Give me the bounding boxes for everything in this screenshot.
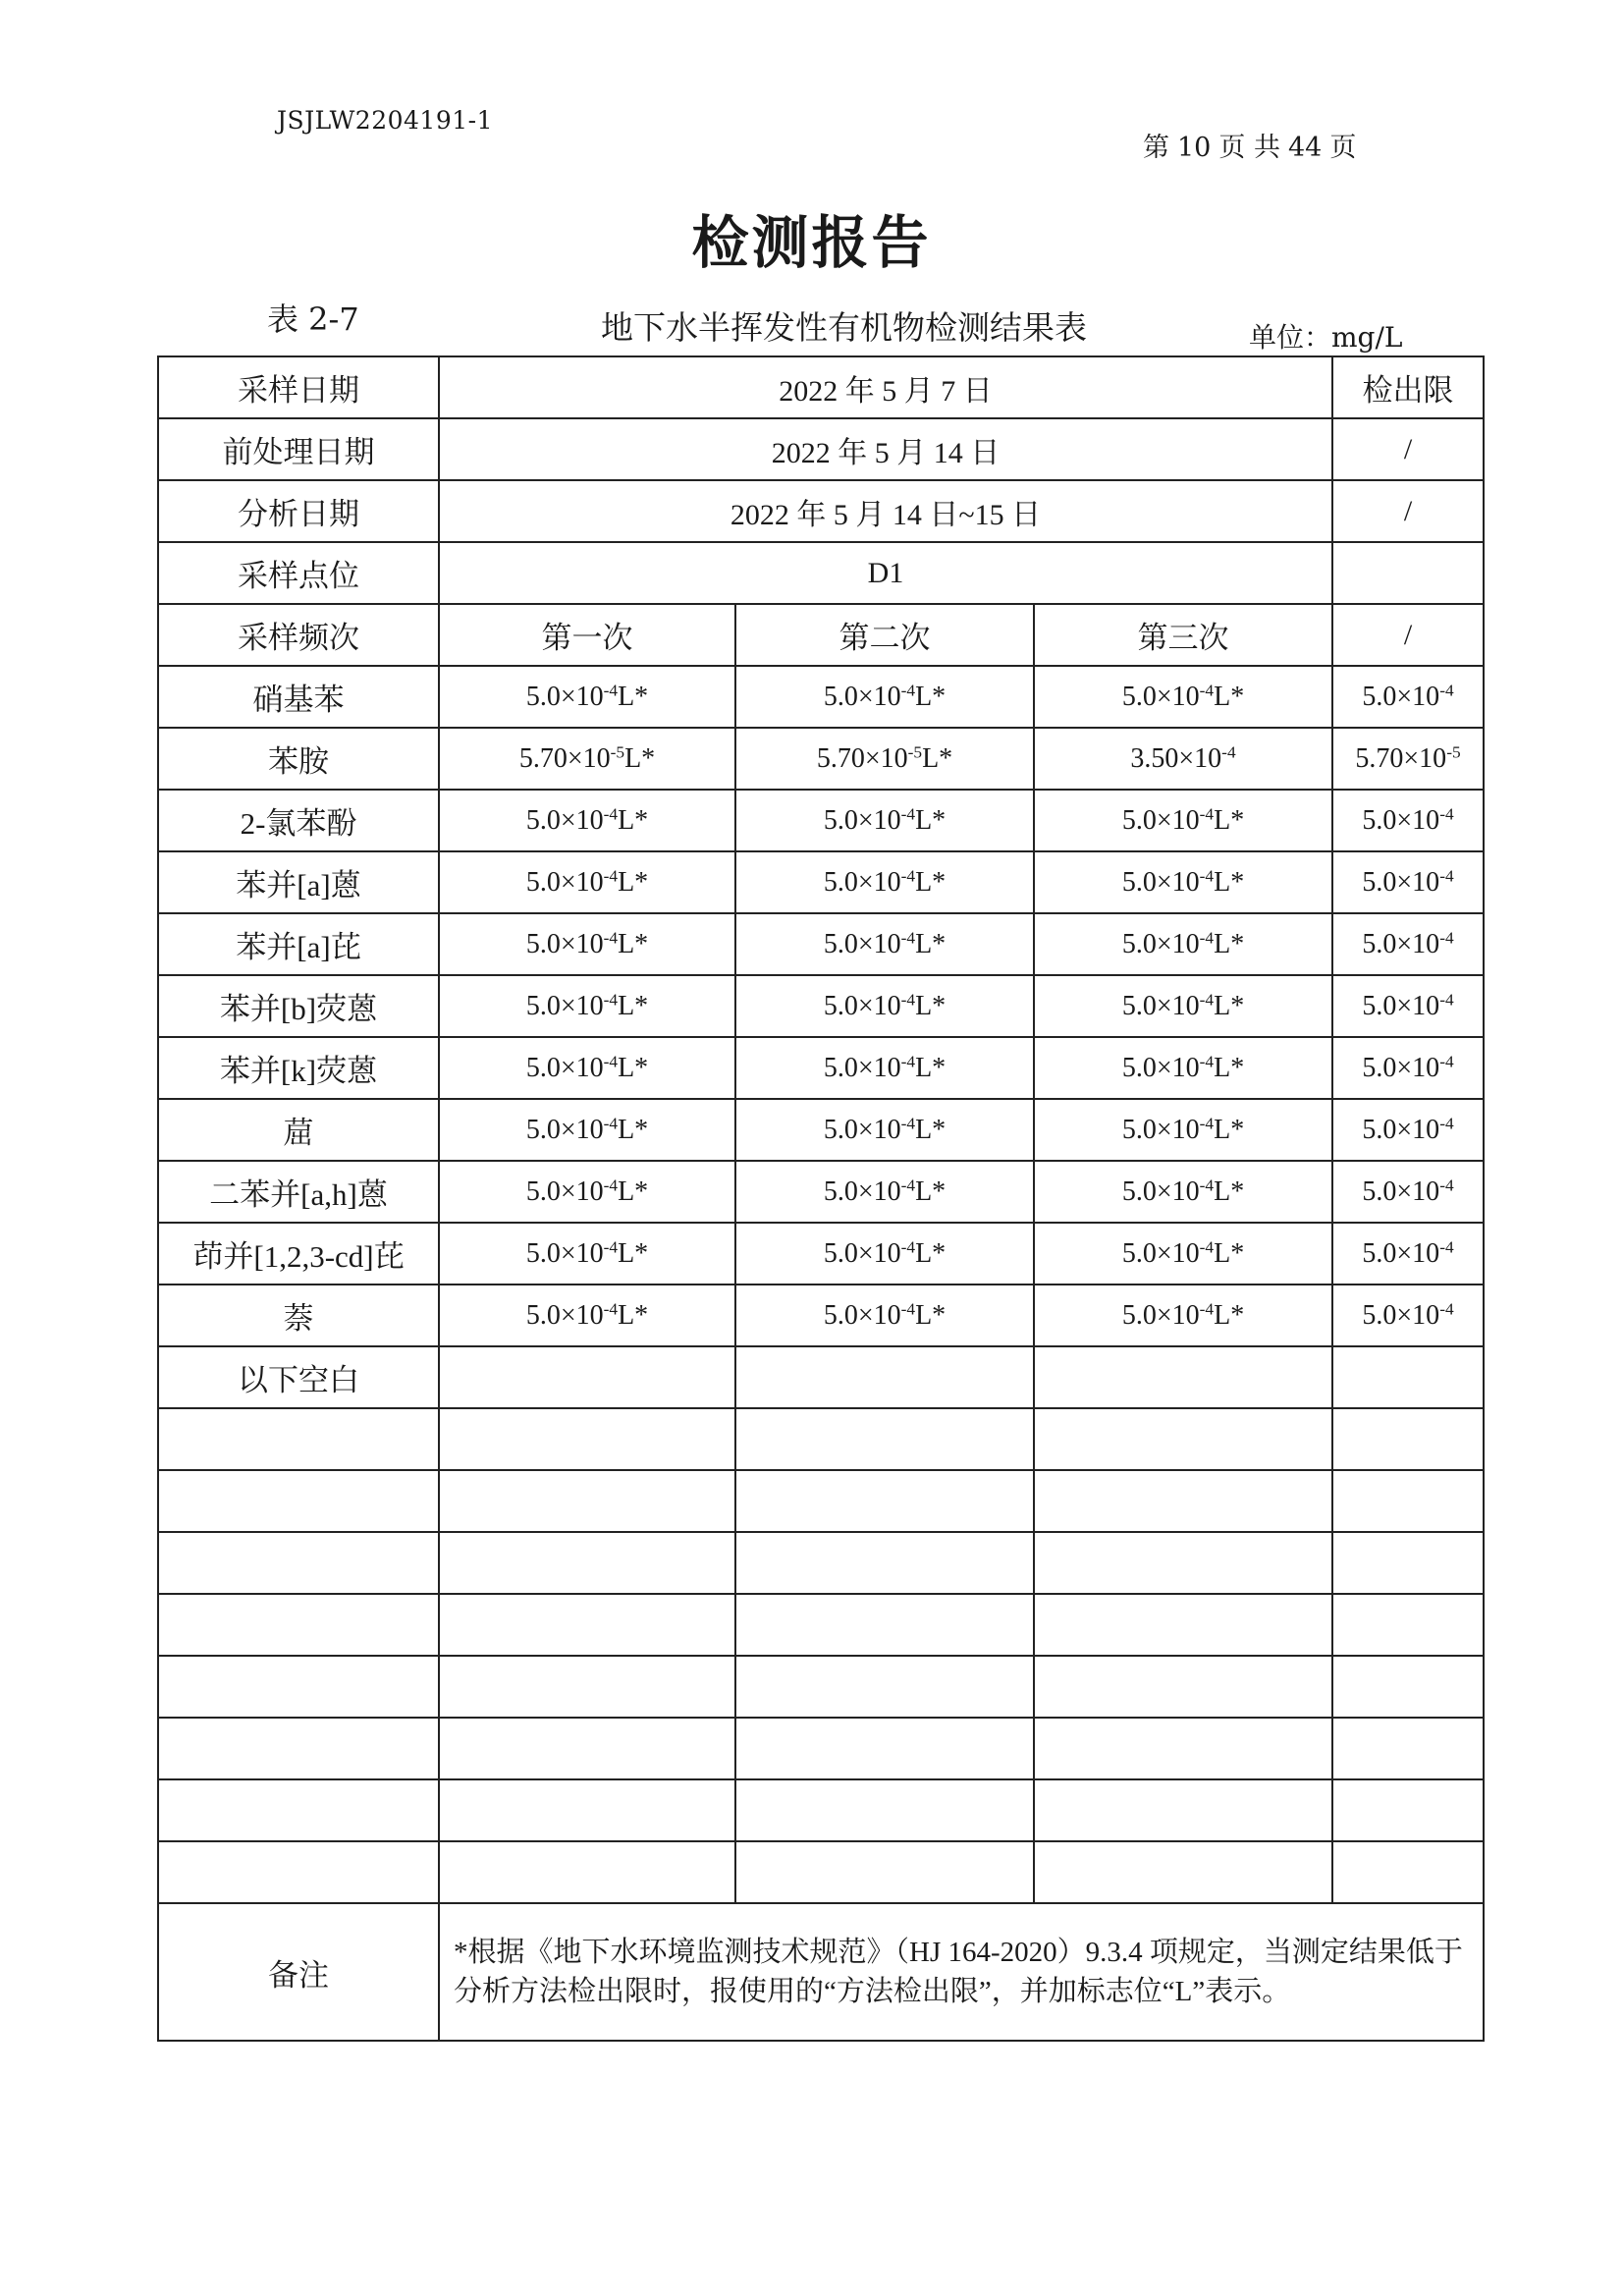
blank-cell [158,1841,439,1903]
value-flag: L* [915,681,947,712]
blank-cell [735,1594,1034,1656]
value-exponent: -4 [1439,1113,1454,1132]
value-mantissa: 5.0×10 [1362,1175,1440,1207]
value-flag: L* [618,866,649,898]
report-code: JSJLW2204191-1 [277,106,493,135]
value-mantissa: 5.0×10 [525,1175,604,1207]
result-third [1034,1099,1332,1161]
value-flag: L* [915,1052,947,1083]
compound-name: 苯胺 [158,728,439,790]
result-first [439,975,735,1037]
result-first [439,913,735,975]
blank-cell [439,1656,735,1718]
value-mantissa: 5.0×10 [525,1299,604,1331]
value-exponent: -5 [1446,741,1461,761]
results-table [157,355,1485,2042]
value-exponent: -4 [1199,1175,1215,1194]
frequency-limit: / [1332,604,1484,666]
blank-cell [1332,1841,1484,1903]
compound-name: 萘 [158,1285,439,1346]
remark-text: *根据《地下水环境监测技术规范》（HJ 164-2020）9.3.4 项规定，当测定结果低于分析方法检出限时，报使用的“方法检出限”，并加标志位“L”表示。 [439,1903,1484,2041]
value-mantissa: 5.0×10 [1362,681,1440,712]
value-exponent: -4 [603,1113,619,1132]
compound-name: 茚并[1,2,3-cd]芘 [158,1223,439,1285]
value-exponent: -4 [603,1175,619,1194]
value-mantissa: 5.0×10 [525,681,604,712]
page-prefix: 第 [1143,133,1169,163]
result-row [158,666,1484,728]
result-row [158,1223,1484,1285]
sampling-date-row [158,356,1484,418]
value-flag: L* [618,1299,649,1331]
blank-cell [735,1841,1034,1903]
blank-cell [735,1718,1034,1779]
analysis-date-value: 2022 年 5 月 14 日~15 日 [439,480,1332,542]
value-exponent: -4 [900,1175,916,1194]
value-flag: L* [1214,990,1245,1021]
page-total: 44 [1287,133,1323,163]
detection-limit [1332,1099,1484,1161]
result-first [439,790,735,851]
result-first [439,1285,735,1346]
value-mantissa: 5.0×10 [1362,1237,1440,1269]
blank-row [158,1532,1484,1594]
value-exponent: -5 [907,741,923,761]
value-mantissa: 5.0×10 [1121,804,1200,836]
blank-cell [1034,1532,1332,1594]
blank-cell [439,1841,735,1903]
value-mantissa: 5.0×10 [823,866,901,898]
value-flag: L* [1214,804,1245,836]
blank-cell [158,1408,439,1470]
blank-cell [1034,1718,1332,1779]
analysis-date-limit: / [1332,480,1484,542]
result-second [735,1037,1034,1099]
value-flag: L* [915,1237,947,1269]
result-third [1034,1285,1332,1346]
value-flag: L* [922,742,953,774]
value-flag: L* [1214,1299,1245,1331]
detection-limit-header: 检出限 [1332,356,1484,418]
blank-row [158,1779,1484,1841]
blank-cell [1034,1470,1332,1532]
value-exponent: -4 [1439,865,1454,885]
pretreat-date-limit: / [1332,418,1484,480]
result-first [439,1099,735,1161]
value-exponent: -4 [603,1298,619,1318]
value-exponent: -4 [1199,989,1215,1009]
result-third [1034,913,1332,975]
value-flag: L* [1214,1114,1245,1145]
result-second [735,728,1034,790]
blank-cell [1034,1346,1332,1408]
value-mantissa: 5.0×10 [1121,990,1200,1021]
blank-cell [158,1656,439,1718]
blank-row [158,1470,1484,1532]
value-exponent: -4 [900,865,916,885]
result-third [1034,728,1332,790]
remark-row [158,1903,1484,2041]
compound-name: 苯并[b]荧蒽 [158,975,439,1037]
compound-name: 二苯并[a,h]蒽 [158,1161,439,1223]
analysis-date-row [158,480,1484,542]
value-mantissa: 5.0×10 [525,1237,604,1269]
result-row [158,790,1484,851]
value-exponent: -4 [1199,865,1215,885]
value-exponent: -4 [1199,1113,1215,1132]
value-mantissa: 5.0×10 [1121,1114,1200,1145]
blank-cell [158,1594,439,1656]
blank-row [158,1346,1484,1408]
blank-cell [735,1346,1034,1408]
result-third [1034,975,1332,1037]
blank-cell [1332,1532,1484,1594]
value-exponent: -4 [900,803,916,823]
value-exponent: -4 [1439,680,1454,699]
blank-cell [439,1346,735,1408]
detection-limit [1332,975,1484,1037]
blank-cell [1332,1779,1484,1841]
value-flag: L* [915,990,947,1021]
frequency-first: 第一次 [439,604,735,666]
blank-note: 以下空白 [158,1346,439,1408]
blank-cell [735,1532,1034,1594]
blank-cell [1034,1841,1332,1903]
blank-row [158,1841,1484,1903]
sampling-point-value: D1 [439,542,1332,604]
value-mantissa: 5.70×10 [816,742,908,774]
blank-cell [1034,1594,1332,1656]
value-mantissa: 5.0×10 [823,990,901,1021]
result-first [439,851,735,913]
result-first [439,728,735,790]
blank-cell [158,1532,439,1594]
value-flag: L* [624,742,656,774]
value-mantissa: 5.0×10 [1362,928,1440,959]
value-mantissa: 5.0×10 [823,1299,901,1331]
result-third [1034,851,1332,913]
blank-cell [1034,1656,1332,1718]
result-second [735,1223,1034,1285]
value-exponent: -4 [1199,680,1215,699]
result-first [439,666,735,728]
value-exponent: -4 [1439,1051,1454,1070]
value-flag: L* [915,1175,947,1207]
value-flag: L* [1214,1052,1245,1083]
document-title: 检测报告 [691,209,932,276]
value-mantissa: 5.0×10 [1121,1299,1200,1331]
blank-cell [735,1408,1034,1470]
value-mantissa: 5.0×10 [1362,1299,1440,1331]
value-exponent: -4 [1439,1175,1454,1194]
compound-name: 2-氯苯酚 [158,790,439,851]
blank-cell [158,1470,439,1532]
result-second [735,851,1034,913]
value-mantissa: 5.0×10 [1362,866,1440,898]
value-mantissa: 5.0×10 [1362,1114,1440,1145]
detection-limit [1332,913,1484,975]
blank-cell [439,1779,735,1841]
blank-cell [1332,1408,1484,1470]
result-third [1034,666,1332,728]
blank-cell [1034,1408,1332,1470]
value-mantissa: 5.0×10 [823,804,901,836]
value-mantissa: 5.0×10 [823,1237,901,1269]
detection-limit [1332,666,1484,728]
analysis-date-label: 分析日期 [158,480,439,542]
result-row [158,851,1484,913]
value-flag: L* [618,804,649,836]
value-exponent: -4 [900,1298,916,1318]
value-exponent: -4 [1199,1051,1215,1070]
sampling-point-label: 采样点位 [158,542,439,604]
result-second [735,913,1034,975]
result-row [158,1099,1484,1161]
value-exponent: -4 [900,680,916,699]
value-mantissa: 5.0×10 [525,1052,604,1083]
value-flag: L* [618,681,649,712]
unit-label: 单位：mg/L [1249,321,1403,354]
value-mantissa: 5.70×10 [518,742,611,774]
compound-name: 苯并[a]芘 [158,913,439,975]
pretreat-date-row [158,418,1484,480]
result-row [158,913,1484,975]
blank-row [158,1408,1484,1470]
result-second [735,1161,1034,1223]
value-mantissa: 5.0×10 [525,990,604,1021]
result-second [735,1099,1034,1161]
sampling-date-value: 2022 年 5 月 7 日 [439,356,1332,418]
blank-cell [439,1532,735,1594]
result-second [735,975,1034,1037]
value-flag: L* [915,1299,947,1331]
value-mantissa: 5.0×10 [823,928,901,959]
value-exponent: -4 [1221,741,1236,761]
result-row [158,1161,1484,1223]
value-flag: L* [618,1175,649,1207]
table-number: 表 2-7 [267,301,359,338]
value-flag: L* [915,1114,947,1145]
value-exponent: -4 [603,989,619,1009]
page-number [1139,126,1360,164]
blank-cell [735,1656,1034,1718]
compound-name: 苯并[a]蒽 [158,851,439,913]
result-second [735,666,1034,728]
result-third [1034,1223,1332,1285]
value-exponent: -4 [603,865,619,885]
value-exponent: -4 [900,1236,916,1256]
detection-limit [1332,790,1484,851]
result-second [735,1285,1034,1346]
blank-cell [439,1718,735,1779]
value-mantissa: 5.0×10 [1121,1052,1200,1083]
detection-limit [1332,1223,1484,1285]
page-suffix: 页 [1329,133,1357,163]
value-exponent: -4 [603,927,619,947]
blank-cell [1332,1594,1484,1656]
detection-limit [1332,1285,1484,1346]
value-flag: L* [618,1237,649,1269]
value-mantissa: 3.50×10 [1130,742,1222,774]
value-exponent: -4 [900,1113,916,1132]
value-mantissa: 5.70×10 [1355,742,1447,774]
value-mantissa: 5.0×10 [1362,1052,1440,1083]
value-flag: L* [1214,866,1245,898]
value-flag: L* [618,990,649,1021]
blank-row [158,1594,1484,1656]
page-mid: 页 共 [1218,133,1280,163]
result-first [439,1037,735,1099]
value-exponent: -4 [1439,1236,1454,1256]
result-row [158,728,1484,790]
result-third [1034,790,1332,851]
result-first [439,1223,735,1285]
value-exponent: -4 [1199,1236,1215,1256]
blank-cell [439,1408,735,1470]
value-exponent: -5 [610,741,625,761]
blank-cell [439,1594,735,1656]
sampling-date-label: 采样日期 [158,356,439,418]
blank-cell [1332,1656,1484,1718]
compound-name: 硝基苯 [158,666,439,728]
value-flag: L* [618,928,649,959]
detection-limit [1332,1037,1484,1099]
value-flag: L* [915,804,947,836]
value-exponent: -4 [1439,1298,1454,1318]
pretreat-date-value: 2022 年 5 月 14 日 [439,418,1332,480]
frequency-second: 第二次 [735,604,1034,666]
blank-cell [1332,1346,1484,1408]
value-mantissa: 5.0×10 [823,681,901,712]
value-flag: L* [1214,928,1245,959]
value-mantissa: 5.0×10 [1362,804,1440,836]
value-exponent: -4 [1199,1298,1215,1318]
pretreat-date-label: 前处理日期 [158,418,439,480]
sampling-point-limit [1332,542,1484,604]
value-mantissa: 5.0×10 [1121,681,1200,712]
value-exponent: -4 [603,803,619,823]
value-flag: L* [915,928,947,959]
value-mantissa: 5.0×10 [525,804,604,836]
result-row [158,1037,1484,1099]
value-exponent: -4 [1439,803,1454,823]
blank-row [158,1656,1484,1718]
value-exponent: -4 [900,989,916,1009]
value-flag: L* [1214,1175,1245,1207]
sampling-point-row [158,542,1484,604]
value-exponent: -4 [603,680,619,699]
result-second [735,790,1034,851]
blank-cell [158,1718,439,1779]
blank-row [158,1718,1484,1779]
value-mantissa: 5.0×10 [525,866,604,898]
blank-cell [1034,1779,1332,1841]
value-mantissa: 5.0×10 [1121,1175,1200,1207]
value-flag: L* [618,1114,649,1145]
page-current: 10 [1177,133,1212,163]
value-exponent: -4 [1199,927,1215,947]
value-mantissa: 5.0×10 [823,1114,901,1145]
blank-cell [1332,1470,1484,1532]
result-row [158,1285,1484,1346]
value-mantissa: 5.0×10 [1121,1237,1200,1269]
result-row [158,975,1484,1037]
table-title: 地下水半挥发性有机物检测结果表 [601,308,1087,347]
value-mantissa: 5.0×10 [823,1175,901,1207]
value-mantissa: 5.0×10 [1121,928,1200,959]
frequency-row [158,604,1484,666]
value-mantissa: 5.0×10 [1121,866,1200,898]
detection-limit [1332,1161,1484,1223]
compound-name: 䓛 [158,1099,439,1161]
frequency-label: 采样频次 [158,604,439,666]
value-mantissa: 5.0×10 [1362,990,1440,1021]
value-exponent: -4 [603,1051,619,1070]
result-first [439,1161,735,1223]
value-exponent: -4 [1439,927,1454,947]
value-exponent: -4 [603,1236,619,1256]
detection-limit [1332,851,1484,913]
blank-cell [158,1779,439,1841]
remark-label: 备注 [158,1903,439,2041]
value-mantissa: 5.0×10 [823,1052,901,1083]
blank-cell [1332,1718,1484,1779]
value-exponent: -4 [900,927,916,947]
value-exponent: -4 [900,1051,916,1070]
value-flag: L* [1214,681,1245,712]
result-third [1034,1161,1332,1223]
value-mantissa: 5.0×10 [525,1114,604,1145]
value-flag: L* [1214,1237,1245,1269]
value-mantissa: 5.0×10 [525,928,604,959]
value-flag: L* [915,866,947,898]
frequency-third: 第三次 [1034,604,1332,666]
value-exponent: -4 [1439,989,1454,1009]
compound-name: 苯并[k]荧蒽 [158,1037,439,1099]
result-third [1034,1037,1332,1099]
value-exponent: -4 [1199,803,1215,823]
blank-cell [735,1470,1034,1532]
value-flag: L* [618,1052,649,1083]
detection-limit [1332,728,1484,790]
blank-cell [439,1470,735,1532]
blank-cell [735,1779,1034,1841]
